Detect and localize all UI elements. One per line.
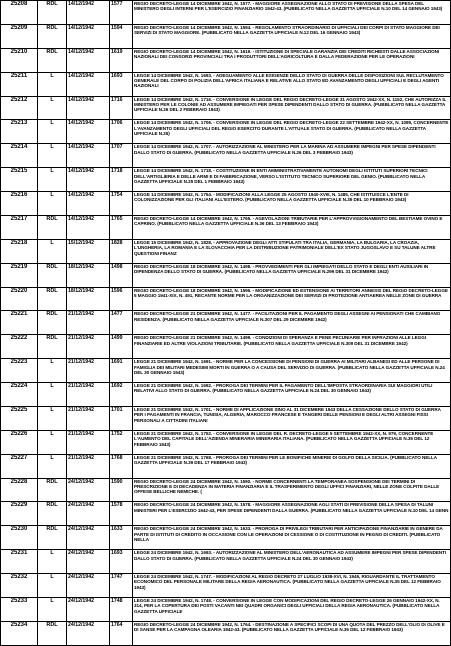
table-row (1, 168, 451, 192)
type-cell-text: L (50, 168, 54, 175)
id-cell-text: 25227 (10, 454, 28, 461)
id-cell (1, 383, 38, 407)
description-cell (133, 215, 451, 239)
id-cell (1, 120, 38, 144)
number-cell (110, 574, 133, 598)
date-cell (67, 359, 110, 383)
number-cell (110, 335, 133, 359)
id-cell-text: 25222 (10, 335, 28, 342)
id-cell-text: 25226 (10, 430, 28, 437)
id-cell-text: 25224 (10, 383, 28, 389)
date-cell (67, 120, 110, 144)
id-cell (1, 72, 38, 96)
date-cell (67, 597, 110, 621)
date-cell-text: 24/12/1942 (68, 550, 94, 557)
description-cell (133, 430, 451, 454)
number-cell-text: 1706 (111, 120, 123, 127)
type-cell (38, 168, 67, 192)
id-cell (1, 430, 38, 454)
id-cell-text: 25219 (10, 263, 28, 270)
description-cell-text: REGIO DECRETO-LEGGE 21 DICEMBRE 1942, N. 1499. - CONDIZIONI DI SPERANZA E PENE PECUNIARIE PER INFRAZIONI ALLE LEGGI FINANZIARIE ED ALTRE VIOLAZIONI TRIBUTARIE. (PUBBLICATO NELLA GAZZETTA UFFICIALE N.309 DEL 31 DICEMBRE 1942) (134, 335, 426, 346)
type-cell (38, 287, 67, 311)
type-cell-text: L (50, 239, 54, 246)
id-cell (1, 526, 38, 550)
date-cell-text: 24/12/1942 (68, 597, 94, 604)
date-cell (67, 144, 110, 168)
description-cell-text: LEGGE 14 DICEMBRE 1942, N. 1706. - CONVERSIONE IN LEGGE DEL REGIO DECRETO-LEGGE 22 SETTEMBRE 1942-XX, N. 1089, CONCERNENTE L'AVANZAMENTO DEGLI UFFICIALI DEL REGIO ESERCITO DURANTE L'ATTUALE STATO DI GUERRA. (PUBBLICATO NELLA GAZZETTA UFFICIALE N.26) (134, 120, 449, 137)
id-cell (1, 144, 38, 168)
date-cell-text: 14/12/1942 (68, 168, 94, 175)
date-cell (67, 263, 110, 287)
number-cell (110, 144, 133, 168)
id-cell-text: 25225 (10, 406, 28, 413)
type-cell-text: RDL (46, 526, 58, 533)
number-cell (110, 48, 133, 72)
description-cell (133, 144, 451, 168)
date-cell-text: 24/12/1942 (68, 526, 94, 533)
table-row (1, 550, 451, 574)
id-cell (1, 48, 38, 72)
table-row (1, 478, 451, 502)
id-cell (1, 215, 38, 239)
date-cell-text: 24/12/1942 (68, 621, 94, 628)
date-cell-text: 14/12/1942 (68, 1, 94, 7)
type-cell-text: L (50, 383, 54, 389)
date-cell-text: 14/12/1942 (68, 144, 94, 151)
number-cell (110, 526, 133, 550)
number-cell (110, 96, 133, 120)
date-cell (67, 335, 110, 359)
type-cell (38, 263, 67, 287)
date-cell (67, 215, 110, 239)
number-cell-text: 1499 (111, 335, 123, 342)
description-cell-text: REGIO DECRETO-LEGGE 14 DICEMBRE 1942, N. 1577. - MAGGIORE ASSEGNAZIONE ALLO STATO DI PREVISIONE DELLA SPESA DEL MINISTERO DEGLI INTERNI PER L'ESERCIZIO FINANZIARIO 1942-43. (PUBBLICATO NELLA GAZZETTA UFFICIALE N.10 DEL 14 GENNAIO 1943) (134, 1, 443, 12)
date-cell (67, 96, 110, 120)
table-row (1, 621, 451, 645)
number-cell-text: 1701 (111, 406, 123, 413)
number-cell-text: 1754 (111, 192, 123, 198)
date-cell-text: 24/12/1942 (68, 478, 94, 485)
type-cell (38, 502, 67, 526)
type-cell-text: RDL (46, 263, 58, 270)
type-cell (38, 144, 67, 168)
number-cell (110, 311, 133, 335)
description-cell (133, 120, 451, 144)
type-cell (38, 311, 67, 335)
type-cell (38, 215, 67, 239)
date-cell-text: 14/12/1942 (68, 120, 94, 127)
number-cell-text: 1590 (111, 478, 123, 485)
description-cell-text: REGIO DECRETO-LEGGE 14 DICEMBRE 1942, N. 1619. - ISTITUZIONE DI SPECIALE GARANZIA DEI CREDITI RICHIESTI DALLE ASSOCIAZIONI NAZIONALI DEI CONSORZI PROVINCIALI TRA I PRODUTTORI DELL'AGRICOLTURA E DALLA FEDERAZIONE PER LE OPERAZIONI (134, 48, 440, 60)
description-cell-text: LEGGE 14 DICEMBRE 1942, N. 1693. - ADEGUAMENTO ALLE ESIGENZE DELLO STATO DI GUERRA DELLE DISPOSIZIONI SUL RECLUTAMENTO GENERALE DEL CORPO DI POLIZIA DELL'AFRICA ITALIANA E RELATIVE ALLO STATO ED AVANZAMENTO DEGLI UFFICIALI E DEGLI AGENTI NAZIONALI (134, 72, 444, 89)
date-cell (67, 287, 110, 311)
type-cell-text: RDL (46, 621, 58, 628)
type-cell (38, 239, 67, 263)
number-cell (110, 72, 133, 96)
type-cell (38, 621, 67, 645)
table-row (1, 383, 451, 407)
number-cell-text: 1707 (111, 144, 123, 151)
date-cell (67, 168, 110, 192)
number-cell-text: 1693 (111, 550, 123, 557)
number-cell (110, 550, 133, 574)
table-row (1, 287, 451, 311)
number-cell (110, 430, 133, 454)
description-cell (133, 311, 451, 335)
id-cell (1, 574, 38, 598)
number-cell-text: 1828 (111, 239, 123, 246)
id-cell-text: 25208 (10, 1, 28, 7)
description-cell-text: LEGGE 21 DICEMBRE 1942, N. 1692. - PROROGA DEI TERMINI PER IL PAGAMENTO DELL'IMPOSTA STRAORDINARIA SUI MAGGIORI UTILI RELATIVI ALLO STATO DI GUERRA. (PUBBLICATO NELLA GAZZETTA UFFICIALE N.24 DEL 30 GENNAIO 1943) (134, 383, 433, 394)
table-row (1, 1, 451, 25)
description-cell-text: REGIO DECRETO-LEGGE 24 DICEMBRE 1942, N. 1590. - NORME CONCERNENTI LA TEMPORANEA SOSPENSIONE DEI TERMINI DI PRESCRIZIONE E DI DECADENZA IN MATERIA FINANZIARIA E IL TRASFERIMENTO DEGLI UFFICI FINANZIARI, NELLE ZONE COLPITE DALLE OFFESE BELLICHE NEMICHE. ( (134, 478, 440, 495)
id-cell (1, 597, 38, 621)
id-cell-text: 25214 (10, 144, 28, 151)
number-cell-text: 1578 (111, 502, 123, 509)
description-cell-text: LEGGE 21 DICEMBRE 1942, N. 1701. - NORME DI APPLICAZIONE SINO AL 31 DICEMBRE 1943 DELLA CESSAZIONE DELLO STATO DI GUERRA PER I PAGAMENTI IN FRANCIA, TUNISIA, ALGERIA, MAROCCO FRANCESE E TANGERI DELLE PENSIONI E DEGLI ALTRI ASSEGNI FISSI PERSONALI A CITTADINI ITALIANI (134, 406, 441, 423)
description-cell-text: REGIO DECRETO-LEGGE 18 DICEMBRE 1942, N. 1596. - MODIFICAZIONE ED ESTENSIONE AI TERRITORI ANNESSI DEL REGIO DECRETO-LEGGE 5 MAGGIO 1941-XIX, N. 491, RECANTE NORME PER LA ORGANIZZAZIONE DEI SERVIZI DI PROTEZIONE ANTIAEREA NELLE ZONE DI GUERRA (134, 287, 448, 298)
description-cell (133, 48, 451, 72)
law-register-body (1, 1, 451, 646)
type-cell-text: RDL (46, 24, 58, 31)
type-cell-text: L (50, 359, 54, 366)
id-cell (1, 454, 38, 478)
description-cell-text: LEGGE 24 DICEMBRE 1942, N. 1748. - CONVERSIONE IN LEGGE CON MODIFICAZIONI DEL REGIO DECRETO-LEGGE 26 GENNAIO 1942-XX, N. 314, PER LA COPERTURA DEI POSTI VACANTI NEI QUADRI ORGANICI DEGLI UFFICIALI DELLA REGIA AERONAUTICA. (PUBBLICATO NELLA GAZZETTA UFFICIALE (134, 597, 440, 614)
id-cell-text: 25231 (10, 550, 28, 557)
description-cell (133, 406, 451, 430)
type-cell (38, 96, 67, 120)
description-cell (133, 1, 451, 25)
date-cell-text: 21/12/1942 (68, 335, 94, 342)
type-cell-text: RDL (46, 287, 58, 294)
date-cell-text: 24/12/1942 (68, 574, 94, 580)
number-cell-text: 1577 (111, 1, 123, 7)
date-cell-text: 21/12/1942 (68, 359, 94, 366)
date-cell-text: 14/12/1942 (68, 215, 94, 222)
table-row (1, 239, 451, 263)
id-cell-text: 25229 (10, 502, 28, 509)
type-cell-text: RDL (46, 502, 58, 509)
date-cell-text: 14/12/1942 (68, 96, 94, 103)
number-cell (110, 406, 133, 430)
description-cell (133, 454, 451, 478)
table-row (1, 406, 451, 430)
table-row (1, 335, 451, 359)
description-cell-text: REGIO DECRETO-LEGGE 14 DICEMBRE 1942, N. 1765. - AGEVOLAZIONI TRIBUTARIE PER L'APPROVVIGIONAMENTO DEL BESTIAME OVINO E CAPRINO. (PUBBLICATO NELLA GAZZETTA UFFICIALE N.36 DEL 13 FEBBRAIO 1943) (134, 215, 443, 227)
type-cell (38, 48, 67, 72)
type-cell-text: L (50, 454, 54, 461)
number-cell (110, 24, 133, 48)
date-cell (67, 550, 110, 574)
table-row (1, 311, 451, 335)
table-row (1, 24, 451, 48)
date-cell (67, 430, 110, 454)
id-cell-text: 25228 (10, 478, 28, 485)
description-cell-text: LEGGE 24 DICEMBRE 1942, N. 1693. - AUTORIZZAZIONE AL MINISTERO DELL'AERONAUTICA AD ASSUMERE IMPEGNI PER SPESE DIPENDENTI DALLO STATO DI GUERRA. (PUBBLICATO NELLA GAZZETTA UFFICIALE N.24 DEL 30 GENNAIO 1943) (134, 550, 447, 561)
id-cell-text: 25230 (10, 526, 28, 533)
type-cell-text: RDL (46, 478, 58, 485)
description-cell-text: REGIO DECRETO-LEGGE 24 DICEMBRE 1942, N. 1578. - MAGGIORE ASSEGNAZIONE AGLI STATI DI PREVISIONE DELLA SPESA DI TALUNI MINISTERI PER L'ESERCIZIO 1942-43, PER SPESE DIPENDENTI DALLA GUERRA. (PUBBLICATO NELLA GAZZETTA UFFICIALE N.10 DEL 14 GENN (134, 502, 449, 513)
id-cell (1, 1, 38, 25)
date-cell-text: 24/12/1942 (68, 502, 94, 509)
id-cell-text: 25212 (10, 96, 28, 103)
type-cell-text: L (50, 144, 54, 151)
type-cell (38, 24, 67, 48)
type-cell-text: RDL (46, 48, 58, 55)
id-cell-text: 25215 (10, 168, 28, 175)
number-cell-text: 1596 (111, 287, 123, 294)
number-cell-text: 1765 (111, 215, 123, 222)
number-cell (110, 621, 133, 645)
id-cell-text: 25233 (10, 597, 28, 604)
description-cell (133, 335, 451, 359)
table-row (1, 72, 451, 96)
id-cell-text: 25220 (10, 287, 28, 294)
date-cell (67, 311, 110, 335)
number-cell (110, 597, 133, 621)
table-row (1, 263, 451, 287)
description-cell (133, 96, 451, 120)
number-cell (110, 502, 133, 526)
date-cell-text: 14/12/1942 (68, 192, 94, 198)
description-cell-text: LEGGE 15 DICEMBRE 1942, N. 1828. - APPROVAZIONE DEGLI ATTI STIPULATI TRA ITALIA, GERMANIA, LA BULGARIA, LA CROAZIA, L'UNGHERIA, LA ROMANIA E LA SLOVACCHIA PER LA DISTRIBUZIONE PATRIMONIALE DELL'EX STATO JUGOSLAVO E SU TALUNE ALTRE QUESTIONI FINANZ (134, 239, 436, 256)
id-cell-text: 25210 (10, 48, 28, 55)
table-row (1, 144, 451, 168)
number-cell-text: 1716 (111, 96, 123, 103)
description-cell-text: REGIO DECRETO-LEGGE 24 DICEMBRE 1942, N. 1764. - DESTINAZIONE A SPECIFICI SCOPI DI UNA QUOTA DEL PREZZO DELL'OLIO DI OLIVE E DI SANSE PER LA CAMPAGNA OLEARIA 1942-43. (PUBBLICATO NELLA GAZZETTA UFFICIALE N.35 DEL 12 FEBBRAIO 1943) (134, 621, 445, 633)
id-cell (1, 359, 38, 383)
number-cell (110, 120, 133, 144)
date-cell (67, 406, 110, 430)
id-cell (1, 550, 38, 574)
number-cell (110, 263, 133, 287)
number-cell (110, 454, 133, 478)
number-cell (110, 215, 133, 239)
date-cell-text: 14/12/1942 (68, 72, 94, 79)
date-cell (67, 526, 110, 550)
description-cell (133, 526, 451, 550)
number-cell-text: 1477 (111, 311, 123, 318)
number-cell-text: 1594 (111, 24, 123, 31)
number-cell (110, 287, 133, 311)
type-cell-text: L (50, 72, 54, 79)
description-cell-text: LEGGE 21 DICEMBRE 1942, N. 1691. - NORME PER LA CONCESSIONE DI PENSIONI DI GUERRA AI MILITARI ALBANESI ED ALLE PERSONE DI FAMIGLIA DEI MILITARI MEDESIMI MORTI IN GUERRA O A CAUSA DEL SERVIZIO DI GUERRA. (PUBBLICATO NELLA GAZZETTA UFFICIALE N.24 DEL 30 GENNAIO 1943) (134, 359, 445, 375)
number-cell-text: 1768 (111, 454, 123, 461)
table-row (1, 597, 451, 621)
type-cell (38, 478, 67, 502)
table-row (1, 120, 451, 144)
type-cell-text: RDL (46, 215, 58, 222)
table-row (1, 430, 451, 454)
description-cell (133, 287, 451, 311)
date-cell-text: 21/12/1942 (68, 383, 94, 389)
number-cell-text: 1748 (111, 597, 123, 604)
id-cell (1, 168, 38, 192)
id-cell (1, 478, 38, 502)
date-cell-text: 18/12/1942 (68, 287, 94, 294)
id-cell-text: 25223 (10, 359, 28, 366)
number-cell (110, 239, 133, 263)
number-cell (110, 168, 133, 192)
number-cell-text: 1633 (111, 526, 123, 533)
id-cell (1, 263, 38, 287)
description-cell (133, 72, 451, 96)
type-cell (38, 454, 67, 478)
description-cell (133, 192, 451, 216)
description-cell (133, 621, 451, 645)
type-cell-text: RDL (46, 1, 58, 7)
date-cell (67, 1, 110, 25)
id-cell-text: 25218 (10, 239, 28, 246)
id-cell-text: 25221 (10, 311, 28, 318)
id-cell (1, 239, 38, 263)
description-cell (133, 239, 451, 263)
number-cell (110, 192, 133, 216)
date-cell (67, 239, 110, 263)
date-cell-text: 14/12/1942 (68, 24, 94, 31)
number-cell-text: 1693 (111, 72, 123, 79)
description-cell (133, 168, 451, 192)
type-cell (38, 597, 67, 621)
description-cell-text: LEGGE 14 DICEMBRE 1942, N. 1716. - CONVERSIONE IN LEGGE DEL REGIO DECRETO-LEGGE 31 AGOSTO 1942-XX, N. 1152, CHE AUTORIZZA IL MINISTERO PER LE COLONIE AD ASSUMERE IMPIEGATI PER SPESE DIPENDENTI DALLO STATO DI GUERRA. (PUBBLICATO NELLA GAZZETTA UFFICIALE N.26 DEL 2 FEBBRAIO 1943) (134, 96, 447, 113)
number-cell-text: 1752 (111, 430, 123, 437)
description-cell-text: REGIO DECRETO-LEGGE 24 DICEMBRE 1942, N. 1633. - PROROGA DI PRIVILEGI TRIBUTARI PER ANTICIPAZIONE FINANZIARIE IN GENERE DA PARTE DI ISTITUTI DI CREDITO IN OCCASIONE CON LE OPERAZIONI DI CESSIONE O DI COSTITUZIONE IN PEGNO DI CREDITI. (PUBBLICATO NELLA (134, 526, 443, 543)
date-cell (67, 454, 110, 478)
date-cell (67, 24, 110, 48)
number-cell-text: 1692 (111, 383, 123, 389)
type-cell-text: L (50, 406, 54, 413)
description-cell-text: LEGGE 21 DICEMBRE 1942, N. 1752. - CONVERSIONE IN LEGGE DEL R. DECRETO-LEGGE 5 SETTEMBRE 1942-XX, N. 979, CONCERNENTE L'AUMENTO DEL CAPITALE DELL'AZIENDA MINERARIA MINERARIA ITALIANA. (PUBBLICATO NELLA GAZZETTA UFFICIALE N.35 DEL 12 FEBBRAIO 1943) (134, 430, 434, 447)
id-cell (1, 406, 38, 430)
number-cell-text: 1619 (111, 48, 123, 55)
date-cell-text: 21/12/1942 (68, 454, 94, 461)
description-cell (133, 502, 451, 526)
number-cell-text: 1498 (111, 263, 123, 270)
type-cell-text: L (50, 192, 54, 198)
number-cell (110, 359, 133, 383)
id-cell-text: 25216 (10, 192, 28, 198)
date-cell (67, 574, 110, 598)
description-cell-text: LEGGE 14 DICEMBRE 1942, N. 1754. - MODIFICAZIONI ALLA LEGGE 25 AGOSTO 1940-XVIII, N. 1485, CHE ISTITUISCE L'ENTE DI COLONIZZAZIONE PER GLI ITALIANI ALL'ESTERO. (PUBBLICATO NELLA GAZZETTA UFFICIALE N.35 DEL 10 FEBBRAIO 1943) (134, 192, 409, 203)
table-row (1, 502, 451, 526)
id-cell-text: 25213 (10, 120, 28, 127)
id-cell-text: 25234 (10, 621, 28, 628)
description-cell-text: LEGGE 24 DICEMBRE 1942, N. 1747. - MODIFICAZIONI AL REGIO DECRETO 27 LUGLIO 1938-XVI, N. 1949, RIGUARDANTE IL TRATTAMENTO ECONOMICO DEL PERSONALE MILITARE DELLA REGIA AERONAUTICA. (PUBBLICATO NELLA GAZZETTA UFFICIALE N.35 DEL 12 FEBBRAIO 1943) (134, 574, 441, 590)
id-cell-text: 25232 (10, 574, 28, 580)
table-row (1, 48, 451, 72)
type-cell (38, 526, 67, 550)
date-cell (67, 621, 110, 645)
date-cell (67, 72, 110, 96)
date-cell-text: 21/12/1942 (68, 430, 94, 437)
description-cell (133, 24, 451, 48)
description-cell (133, 383, 451, 407)
description-cell (133, 597, 451, 621)
type-cell (38, 574, 67, 598)
type-cell (38, 120, 67, 144)
type-cell-text: L (50, 550, 54, 557)
id-cell (1, 621, 38, 645)
description-cell-text: LEGGE 21 DICEMBRE 1942, N. 1768. - PROROGA DEI TERMINI PER LE BONIFICHE MINERIE DI GOLFO DELLA SICILIA. (PUBBLICATO NELLA GAZZETTA UFFICIALE N.39 DEL 17 FEBBRAIO 1943) (134, 454, 437, 466)
date-cell-text: 14/12/1942 (68, 48, 94, 55)
id-cell (1, 287, 38, 311)
type-cell-text: L (50, 430, 54, 437)
type-cell (38, 192, 67, 216)
date-cell-text: 21/12/1942 (68, 311, 94, 318)
number-cell (110, 1, 133, 25)
id-cell (1, 96, 38, 120)
id-cell (1, 335, 38, 359)
description-cell-text: REGIO DECRETO-LEGGE 14 DICEMBRE 1942, N. 1594. - REGOLAMENTO STRAORDINARIO DI UFFICIALI DEI CORPI DI STATO MAGGIORE DEI SERVIZI DI STATO MAGGIORE. (PUBBLICATO NELLA GAZZETTA UFFICIALE N.12 DEL 16 GENNAIO 1943) (134, 24, 440, 36)
type-cell (38, 550, 67, 574)
id-cell (1, 192, 38, 216)
date-cell-text: 21/12/1942 (68, 406, 94, 413)
id-cell-text: 25209 (10, 24, 28, 31)
table-row (1, 192, 451, 216)
description-cell-text: LEGGE 14 DICEMBRE 1942, N. 1718. - COSTITUZIONE IN ENTI AMMINISTRATIVAMENTE AUTONOMI DEGLI ISTITUTI SUPERIORI TECNICI DELL'ARTIGLIERIA E DELLE ARMI E DI FABBRICAZIONE, VERSO L'ISTITUTO TECNICO SUPERIORE DEL GENIO. (PUBBLICATO NELLA GAZZETTA UFFICIALE N.25 DEL 1 FEBBRAIO 1943) (134, 168, 428, 184)
type-cell-text: L (50, 574, 54, 580)
description-cell (133, 478, 451, 502)
date-cell (67, 48, 110, 72)
description-cell (133, 263, 451, 287)
description-cell (133, 574, 451, 598)
type-cell (38, 359, 67, 383)
id-cell (1, 24, 38, 48)
type-cell (38, 383, 67, 407)
type-cell-text: RDL (46, 311, 58, 318)
id-cell-text: 25211 (10, 72, 28, 79)
number-cell-text: 1718 (111, 168, 123, 175)
id-cell-text: 25217 (10, 215, 28, 222)
table-row (1, 215, 451, 239)
number-cell-text: 1747 (111, 574, 123, 580)
number-cell (110, 478, 133, 502)
description-cell-text: LEGGE 14 DICEMBRE 1942, N. 1707. - AUTORIZZAZIONE AL MINISTERO PER LA MARINA AD ASSUMERE IMPEGNI PER SPESE DIPENDENTI DALLO STATO DI GUERRA. (PUBBLICATO NELLA GAZZETTA UFFICIALE N.26 DEL 3 FEBBRAIO 1943) (134, 144, 436, 155)
type-cell (38, 406, 67, 430)
date-cell-text: 18/12/1942 (68, 263, 94, 270)
table-row (1, 454, 451, 478)
table-row (1, 526, 451, 550)
date-cell (67, 478, 110, 502)
description-cell-text: REGIO DECRETO-LEGGE 21 DICEMBRE 1942, N. 1477. - FACILITAZIONI PER IL PAGAMENTO DEGLI ASSEGNI AI PENSIONATI CHE CAMBIANO RESIDENZA. (PUBBLICATO NELLA GAZZETTA UFFICIALE N.307 DEL 29 DICEMBRE 1942) (134, 311, 441, 322)
id-cell (1, 502, 38, 526)
type-cell (38, 335, 67, 359)
type-cell-text: L (50, 120, 54, 127)
type-cell (38, 1, 67, 25)
table-row (1, 96, 451, 120)
description-cell (133, 359, 451, 383)
date-cell (67, 502, 110, 526)
date-cell-text: 15/12/1942 (68, 239, 94, 246)
type-cell (38, 430, 67, 454)
date-cell (67, 383, 110, 407)
number-cell-text: 1691 (111, 359, 123, 366)
table-row (1, 359, 451, 383)
table-row (1, 574, 451, 598)
description-cell-text: REGIO DECRETO-LEGGE 18 DICEMBRE 1942, N. 1498. - PROVVEDIMENTI PER GLI IMPIEGATI DELLO STATO E DEGLI ENTI AUSILIARI IN DIPENDENZA DELLO STATO DI GUERRA. (PUBBLICATO NELLA GAZZETTA UFFICIALE N.299 DEL 31 DICEMBRE 1942) (134, 263, 429, 275)
id-cell (1, 311, 38, 335)
description-cell (133, 550, 451, 574)
type-cell-text: RDL (46, 335, 58, 342)
number-cell-text: 1764 (111, 621, 123, 628)
type-cell (38, 72, 67, 96)
type-cell-text: L (50, 597, 54, 604)
type-cell-text: L (50, 96, 54, 103)
date-cell (67, 192, 110, 216)
number-cell (110, 383, 133, 407)
